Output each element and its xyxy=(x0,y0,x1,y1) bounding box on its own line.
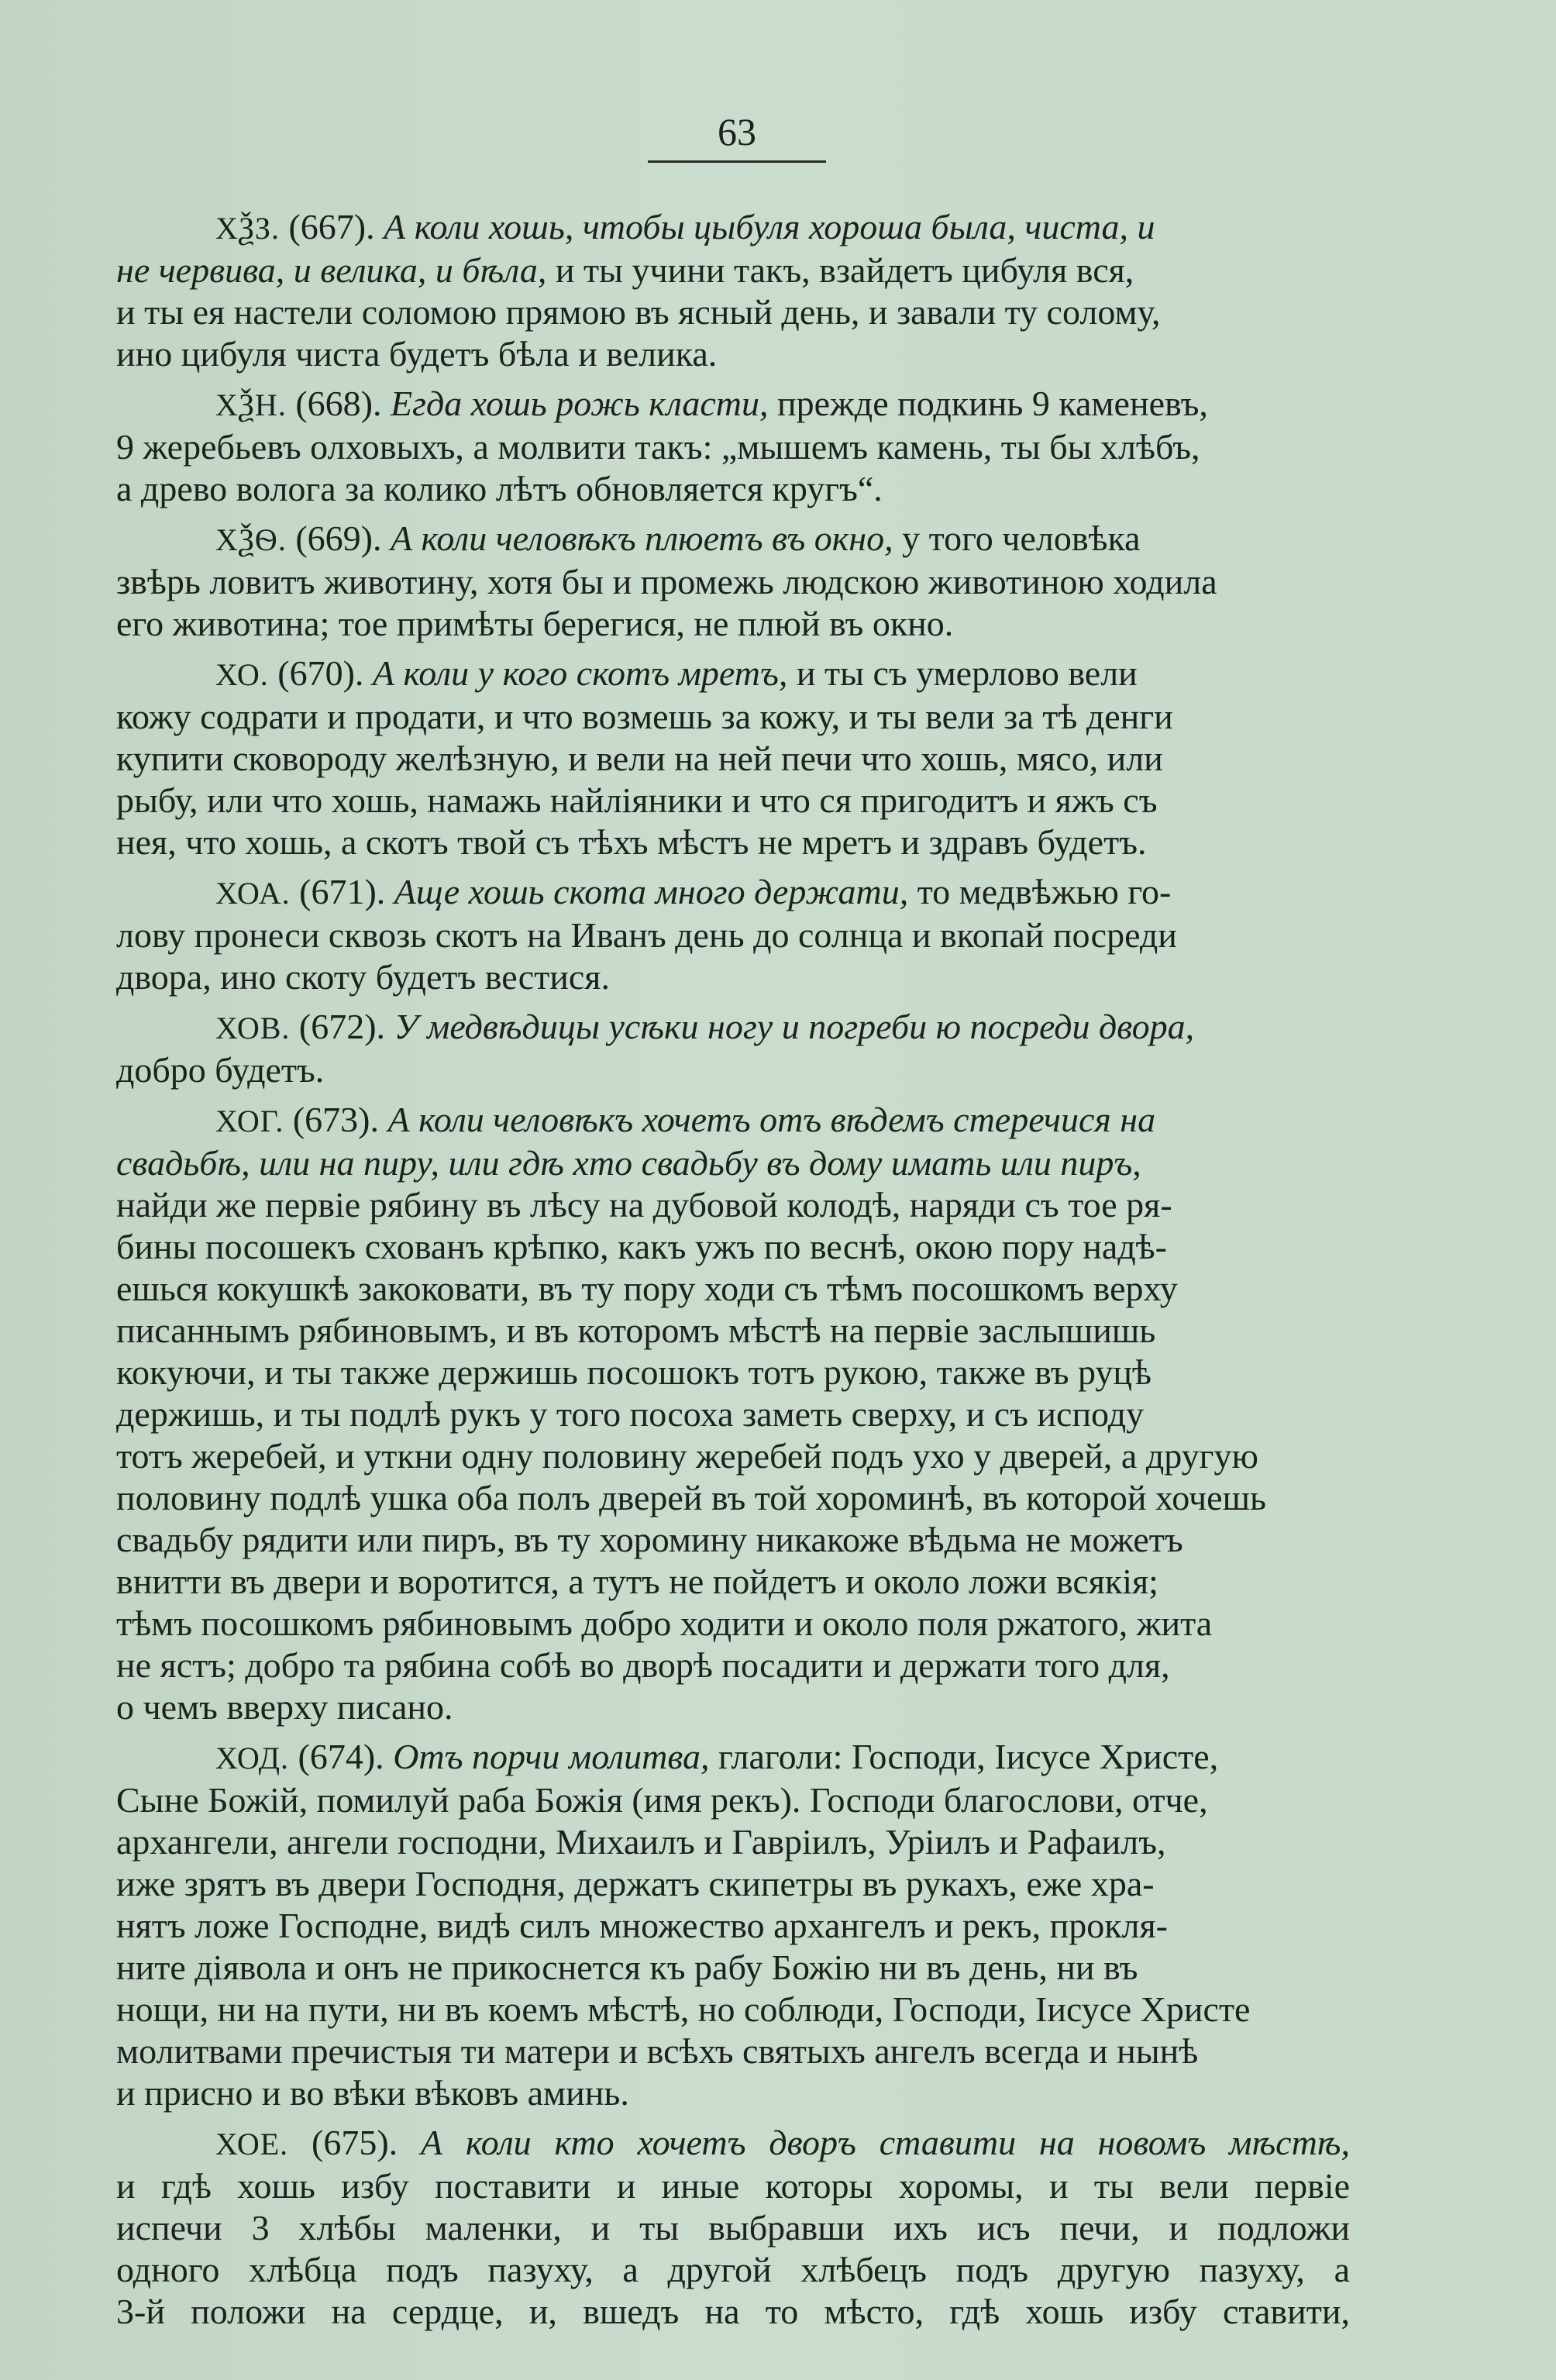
text-line xyxy=(116,2291,1350,2333)
entry-674 xyxy=(116,1736,1350,2114)
entry-mark: ХОД. xyxy=(215,1741,290,1776)
rubric-text: А коли у кого скотъ мретъ, xyxy=(372,653,788,693)
line-text: нятъ ложе Господне, видѣ силъ множество архангелъ и рекъ, прокля- xyxy=(116,1906,1168,1945)
entry-mark: ХѮН. xyxy=(215,387,287,422)
entry-number: (672). xyxy=(298,1007,386,1046)
line-text: купити сковороду желѣзную, и вели на ней печи что хошь, мясо, или xyxy=(116,739,1163,778)
line-text: испечи 3 хлѣбы маленки, и ты выбравши ихъ исъ печи, и подложи xyxy=(116,2208,1350,2247)
text-line xyxy=(116,1519,1350,1561)
text-line xyxy=(116,738,1350,780)
rubric-text: А коли человѣкъ хочетъ отъ вѣдемъ стеречися на xyxy=(387,1100,1156,1139)
line-text: 9 жеребьевъ олховыхъ, а молвити такъ: „мышемъ камень, ты бы хлѣбъ, xyxy=(116,427,1200,467)
line-text: внитти въ двери и воротится, а тутъ не пойдетъ и около ложи всякія; xyxy=(116,1562,1158,1601)
text-line xyxy=(116,1947,1350,1989)
text-line xyxy=(116,821,1350,863)
text-line xyxy=(116,1049,1350,1091)
entry-mark: ХОВ. xyxy=(215,1011,291,1045)
line-text: нощи, ни на пути, ни въ коемъ мѣстѣ, но соблюди, Господи, Іисусе Христе xyxy=(116,1989,1251,2029)
page-number: 63 xyxy=(718,110,756,153)
line-text: кожу содрати и продати, и что возмешь за кожу, и ты вели за тѣ денги xyxy=(116,697,1173,736)
line-text: а древо волога за колико лѣтъ обновляется кругъ“. xyxy=(116,469,883,508)
rubric-text: Егда хошь рожь класти, xyxy=(390,384,769,423)
text-line xyxy=(116,1310,1350,1352)
line-text: ните діявола и онъ не прикоснется къ рабу Божію ни въ день, ни въ xyxy=(116,1948,1138,1987)
text-line xyxy=(116,2072,1350,2114)
line-text: о чемъ вверху писано. xyxy=(116,1687,453,1727)
text-line xyxy=(116,1393,1350,1435)
text-line xyxy=(116,561,1350,603)
entry-mark: ХОА. xyxy=(215,876,291,911)
rubric-text: У медвѣдицы усѣки ногу и погреби ю посреди двора, xyxy=(394,1007,1195,1046)
rubric-text: А коли человѣкъ плюетъ въ окно, xyxy=(390,518,893,558)
text-line: ХѮѲ. (669). А коли человѣкъ плюетъ въ окно, у того человѣка xyxy=(215,518,1141,558)
text-line xyxy=(116,1268,1350,1310)
text-line xyxy=(116,696,1350,738)
text-line xyxy=(116,2207,1350,2249)
line-text: бины посошекъ схованъ крѣпко, какъ ужъ по веснѣ, окою пору надѣ- xyxy=(116,1227,1167,1266)
rubric-text: А коли хошь, чтобы цыбуля хороша была, чиста, и xyxy=(384,207,1155,246)
entry-673 xyxy=(116,1099,1350,1728)
entry-667 xyxy=(116,206,1350,375)
entry-671 xyxy=(116,871,1350,998)
text-line: не червива, и велика, и бѣла, и ты учини такъ, взайдетъ цибуля вся, xyxy=(116,250,1134,290)
text-line xyxy=(116,468,1350,510)
entry-mark: ХОГ. xyxy=(215,1104,284,1138)
text-line xyxy=(116,1142,1350,1184)
entry-number: (667). xyxy=(288,207,375,246)
line-text: ешься кокушкѣ закоковати, въ ту пору ходи съ тѣмъ посошкомъ верху xyxy=(116,1269,1178,1308)
entry-number: (668). xyxy=(295,384,382,423)
entry-number: (675). xyxy=(312,2123,398,2162)
entry-mark: ХѮѲ. xyxy=(215,522,287,557)
rubric-text: свадьбѣ, или на пиру, или гдѣ хто свадьбу въ дому имать или пиръ, xyxy=(116,1143,1141,1183)
entry-number: (671). xyxy=(299,872,386,911)
text-line xyxy=(116,603,1350,645)
text-line xyxy=(116,914,1350,956)
text-line xyxy=(116,2122,1350,2165)
line-text: ино цибуля чиста будетъ бѣла и велика. xyxy=(116,334,718,374)
line-text: двора, ино скоту будетъ вестися. xyxy=(116,957,610,997)
text-line: ХОД. (674). Отъ порчи молитва, глаголи: Господи, Іисусе Христе, xyxy=(215,1737,1219,1776)
text-line: ХОА. (671). Аще хошь скота много держати, то медвѣжью го- xyxy=(215,872,1172,911)
text-line xyxy=(116,1435,1350,1477)
text-line xyxy=(116,2165,1350,2207)
text-line xyxy=(116,1352,1350,1393)
line-text: и ты ея настели соломою прямою въ ясный день, и завали ту солому, xyxy=(116,292,1161,332)
text-line xyxy=(116,1226,1350,1268)
text-line xyxy=(116,1645,1350,1686)
text-line xyxy=(116,1561,1350,1603)
entry-mark: ХО. xyxy=(215,657,269,692)
line-text: Сыне Божій, помилуй раба Божія (имя рекъ). Господи благослови, отче, xyxy=(116,1780,1208,1820)
text-line xyxy=(116,206,1350,250)
entry-670 xyxy=(116,653,1350,863)
text-line: ХѮН. (668). Егда хошь рожь класти, прежде подкинь 9 каменевъ, xyxy=(215,384,1208,423)
text-line xyxy=(116,956,1350,998)
line-text: молитвами пречистыя ти матери и всѣхъ святыхъ ангелъ всегда и нынѣ xyxy=(116,2031,1199,2071)
text-line xyxy=(116,1989,1350,2030)
entry-mark: ХѮЗ. xyxy=(215,211,280,246)
line-text: добро будетъ. xyxy=(116,1050,325,1090)
line-text: и гдѣ хошь избу поставити и иные которы хоромы, и ты вели первіе xyxy=(116,2166,1350,2206)
text-line xyxy=(116,333,1350,375)
line-text: лову пронеси сквозь скотъ на Иванъ день до солнца и вкопай посреди xyxy=(116,915,1177,955)
rubric-text: А коли кто хочетъ дворъ ставити на новомъ мѣстѣ, xyxy=(421,2123,1350,2162)
text-line xyxy=(116,1603,1350,1645)
text-line xyxy=(116,426,1350,468)
line-text: 3-й положи на сердце, и, вшедъ на то мѣсто, гдѣ хошь избу ставити, xyxy=(116,2292,1350,2331)
line-text: архангели, ангели господни, Михаилъ и Гавріилъ, Уріилъ и Рафаилъ, xyxy=(116,1822,1166,1862)
line-text: одного хлѣбца подъ пазуху, а другой хлѣбецъ подъ другую пазуху, а xyxy=(116,2250,1350,2289)
line-text: писаннымъ рябиновымъ, и въ которомъ мѣстѣ на первіе заслышишь xyxy=(116,1311,1156,1350)
entry-669 xyxy=(116,518,1350,645)
line-text: кокуючи, и ты также держишь посошокъ тотъ рукою, также въ руцѣ xyxy=(116,1352,1152,1392)
line-text: найди же первіе рябину въ лѣсу на дубовой колодѣ, наряди съ тое ря- xyxy=(116,1185,1172,1224)
text-line xyxy=(116,1099,1350,1142)
entry-mark: ХОЕ. xyxy=(215,2127,289,2161)
line-text: нея, что хошь, а скотъ твой съ тѣхъ мѣстъ не мретъ и здравъ будетъ. xyxy=(116,822,1147,862)
entry-number: (673). xyxy=(292,1100,379,1139)
text-line xyxy=(116,1686,1350,1728)
text-line xyxy=(116,1184,1350,1226)
entry-675 xyxy=(116,2122,1350,2333)
text-line xyxy=(116,1905,1350,1947)
line-text: свадьбу рядити или пиръ, въ ту хоромину никакоже вѣдьма не можетъ xyxy=(116,1520,1183,1559)
rubric-text: Аще хошь скота много держати, xyxy=(394,872,909,911)
entry-number: (669). xyxy=(295,518,382,558)
text-line xyxy=(116,1863,1350,1905)
line-text: держишь, и ты подлѣ рукъ у того посоха заметь сверху, и съ исподу xyxy=(116,1394,1145,1434)
line-text: иже зрятъ въ двери Господня, держатъ скипетры въ рукахъ, еже хра- xyxy=(116,1864,1155,1903)
line-text: тѣмъ посошкомъ рябиновымъ добро ходити и около поля ржатого, жита xyxy=(116,1603,1213,1643)
text-line xyxy=(116,1821,1350,1863)
text-line xyxy=(116,1477,1350,1519)
line-text: его животина; тое примѣты берегися, не плюй въ окно. xyxy=(116,604,954,643)
text-line xyxy=(116,291,1350,333)
line-text: половину подлѣ ушка оба полъ дверей въ той хороминѣ, въ которой хочешь xyxy=(116,1478,1266,1517)
text-line: ХО. (670). А коли у кого скотъ мретъ, и ты съ умерлово вели xyxy=(215,653,1138,693)
rubric-text: не червива, и велика, и бѣла, xyxy=(116,250,547,290)
line-text: не ястъ; добро та рябина собѣ во дворѣ посадити и держати того для, xyxy=(116,1645,1170,1685)
line-text: тотъ жеребей, и уткни одну половину жеребей подъ ухо у дверей, а другую xyxy=(116,1436,1258,1476)
text-line xyxy=(116,780,1350,821)
entry-672 xyxy=(116,1006,1350,1091)
entry-number: (674). xyxy=(298,1737,384,1776)
body-text xyxy=(116,206,1350,2340)
line-text: и присно и во вѣки вѣковъ аминь. xyxy=(116,2073,629,2113)
line-text: звѣрь ловитъ животину, хотя бы и промежь людскою животиною ходила xyxy=(116,562,1217,601)
entry-number: (670). xyxy=(277,653,364,693)
text-line xyxy=(116,1006,1350,1049)
rubric-text: Отъ порчи молитва, xyxy=(393,1737,710,1776)
line-text: рыбу, или что хошь, намажь найліяники и что ся пригодитъ и яжъ съ xyxy=(116,780,1158,820)
text-line xyxy=(116,2249,1350,2291)
entry-668 xyxy=(116,383,1350,510)
text-line xyxy=(116,2030,1350,2072)
header-rule xyxy=(648,160,826,163)
text-line xyxy=(116,1779,1350,1821)
